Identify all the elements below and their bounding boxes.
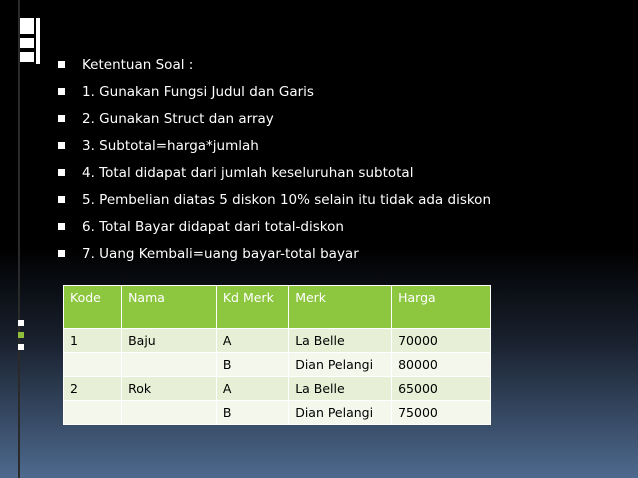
bullet-item: 3. Subtotal=harga*jumlah xyxy=(58,137,618,164)
table-header-row xyxy=(64,286,491,329)
table-row xyxy=(64,377,491,401)
bullet-mark xyxy=(58,61,65,68)
header-merk: Merk xyxy=(289,286,392,329)
cell-merk: La Belle xyxy=(289,377,392,401)
header-kode: Kode xyxy=(64,286,122,329)
bullet-mark xyxy=(58,169,65,176)
cell-kd-merk: A xyxy=(216,329,288,353)
cell-merk: La Belle xyxy=(289,329,392,353)
header-nama: Nama xyxy=(122,286,217,329)
bullet-item: Ketentuan Soal : xyxy=(58,56,618,83)
cell-kd-merk: A xyxy=(216,377,288,401)
bullet-mark xyxy=(58,115,65,122)
cell-harga: 80000 xyxy=(392,353,491,377)
cell-nama xyxy=(122,401,217,425)
bullet-item: 5. Pembelian diatas 5 diskon 10% selain itu tidak ada diskon xyxy=(58,191,618,218)
cell-harga: 70000 xyxy=(392,329,491,353)
cell-merk: Dian Pelangi xyxy=(289,353,392,377)
table-row xyxy=(64,401,491,425)
bullet-mark xyxy=(58,88,65,95)
left-decoration xyxy=(0,0,26,478)
bullet-item: 2. Gunakan Struct dan array xyxy=(58,110,618,137)
table-row xyxy=(64,329,491,353)
header-kd-merk: Kd Merk xyxy=(216,286,288,329)
cell-kode xyxy=(64,353,122,377)
table-row xyxy=(64,353,491,377)
cell-harga: 65000 xyxy=(392,377,491,401)
cell-merk: Dian Pelangi xyxy=(289,401,392,425)
bullet-list xyxy=(58,56,618,272)
bullet-item: 1. Gunakan Fungsi Judul dan Garis xyxy=(58,83,618,110)
cell-kode: 2 xyxy=(64,377,122,401)
cell-kode xyxy=(64,401,122,425)
cell-nama: Rok xyxy=(122,377,217,401)
cell-kode: 1 xyxy=(64,329,122,353)
cell-nama xyxy=(122,353,217,377)
cell-harga: 75000 xyxy=(392,401,491,425)
bullet-mark xyxy=(58,142,65,149)
bullet-mark xyxy=(58,223,65,230)
cell-kd-merk: B xyxy=(216,353,288,377)
product-table xyxy=(63,285,491,425)
cell-kd-merk: B xyxy=(216,401,288,425)
bullet-item: 7. Uang Kembali=uang bayar-total bayar xyxy=(58,245,618,272)
cell-nama: Baju xyxy=(122,329,217,353)
header-harga: Harga xyxy=(392,286,491,329)
bullet-mark xyxy=(58,196,65,203)
bullet-item: 6. Total Bayar didapat dari total-diskon xyxy=(58,218,618,245)
bullet-mark xyxy=(58,250,65,257)
bullet-item: 4. Total didapat dari jumlah keseluruhan subtotal xyxy=(58,164,618,191)
